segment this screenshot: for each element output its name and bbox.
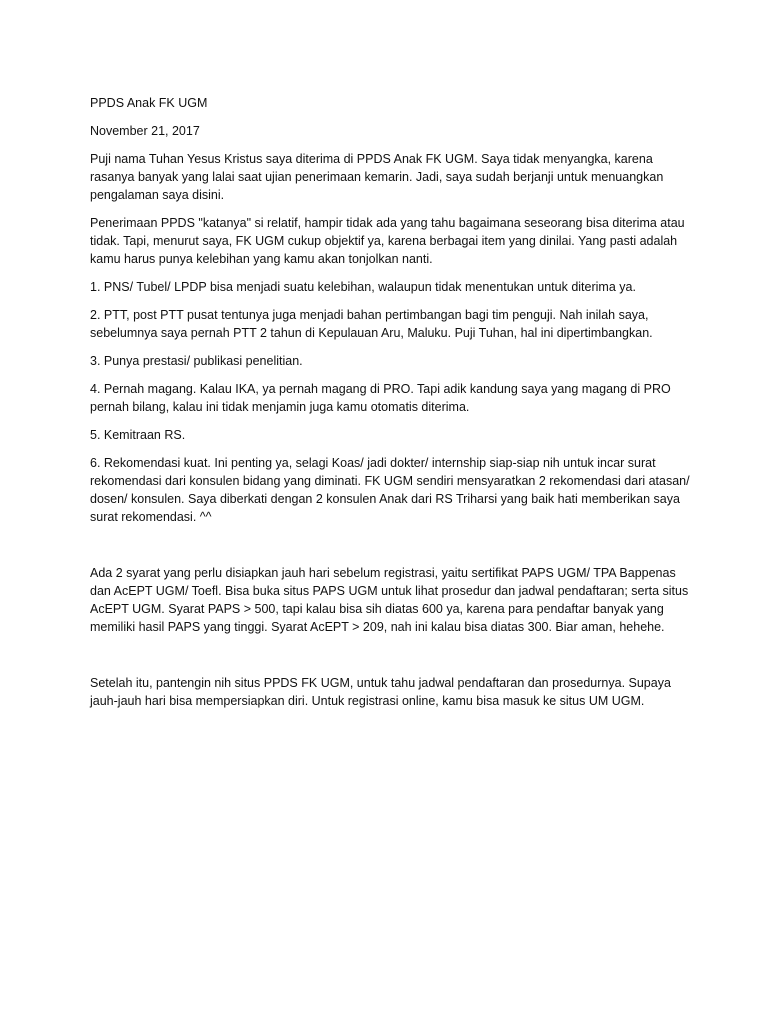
list-item-2: 2. PTT, post PTT pusat tentunya juga menjadi bahan pertimbangan bagi tim penguji. Nah inilah saya, sebelumnya saya pernah PTT 2 tahun di Kepulauan Aru, Maluku. Puji Tuhan, hal ini dipertimbangkan. (90, 308, 653, 340)
paragraph-intro: Puji nama Tuhan Yesus Kristus saya diterima di PPDS Anak FK UGM. Saya tidak menyangka, karena rasanya banyak yang lalai saat ujian penerimaan kemarin. Jadi, saya sudah berjanji untuk menuangkan pengalaman saya disini. (90, 152, 664, 202)
list-item-5: 5. Kemitraan RS. (90, 428, 186, 442)
paragraph-registration: Setelah itu, pantengin nih situs PPDS FK UGM, untuk tahu jadwal pendaftaran dan prosedurnya. Supaya jauh-jauh hari bisa mempersiapkan diri. Untuk registrasi online, kamu bisa masuk ke situs UM UGM. (90, 676, 671, 708)
list-item-1: 1. PNS/ Tubel/ LPDP bisa menjadi suatu kelebihan, walaupun tidak menentukan untuk diterima ya. (90, 280, 636, 294)
document-title: PPDS Anak FK UGM (90, 96, 208, 110)
list-item-4: 4. Pernah magang. Kalau IKA, ya pernah magang di PRO. Tapi adik kandung saya yang magang di PRO pernah bilang, kalau ini tidak menjamin juga kamu otomatis diterima. (90, 382, 671, 414)
document-page (90, 94, 690, 720)
document-date: November 21, 2017 (90, 124, 200, 138)
list-item-6: 6. Rekomendasi kuat. Ini penting ya, selagi Koas/ jadi dokter/ internship siap-siap nih untuk incar surat rekomendasi dari konsulen bidang yang diminati. FK UGM sendiri mensyaratkan 2 rekomendasi dari atasan/ dosen/ konsulen. Saya diberkati dengan 2 konsulen Anak dari RS Triharsi yang baik hati memberikan saya surat rekomendasi. ^^ (90, 456, 690, 524)
paragraph-requirements: Ada 2 syarat yang perlu disiapkan jauh hari sebelum registrasi, yaitu sertifikat PAPS UGM/ TPA Bappenas dan AcEPT UGM/ Toefl. Bisa buka situs PAPS UGM untuk lihat prosedur dan jadwal pendaftaran; serta situs AcEPT UGM. Syarat PAPS > 500, tapi kalau bisa sih diatas 600 ya, karena para pendaftar banyak yang memiliki hasil PAPS yang tinggi. Syarat AcEPT > 209, nah ini kalau bisa diatas 300. Biar aman, hehehe. (90, 566, 689, 634)
paragraph-admission: Penerimaan PPDS "katanya" si relatif, hampir tidak ada yang tahu bagaimana seseorang bisa diterima atau tidak. Tapi, menurut saya, FK UGM cukup objektif ya, karena berbagai item yang dinilai. Yang pasti adalah kamu harus punya kelebihan yang kamu akan tonjolkan nanti. (90, 216, 685, 266)
list-item-3: 3. Punya prestasi/ publikasi penelitian. (90, 354, 303, 368)
